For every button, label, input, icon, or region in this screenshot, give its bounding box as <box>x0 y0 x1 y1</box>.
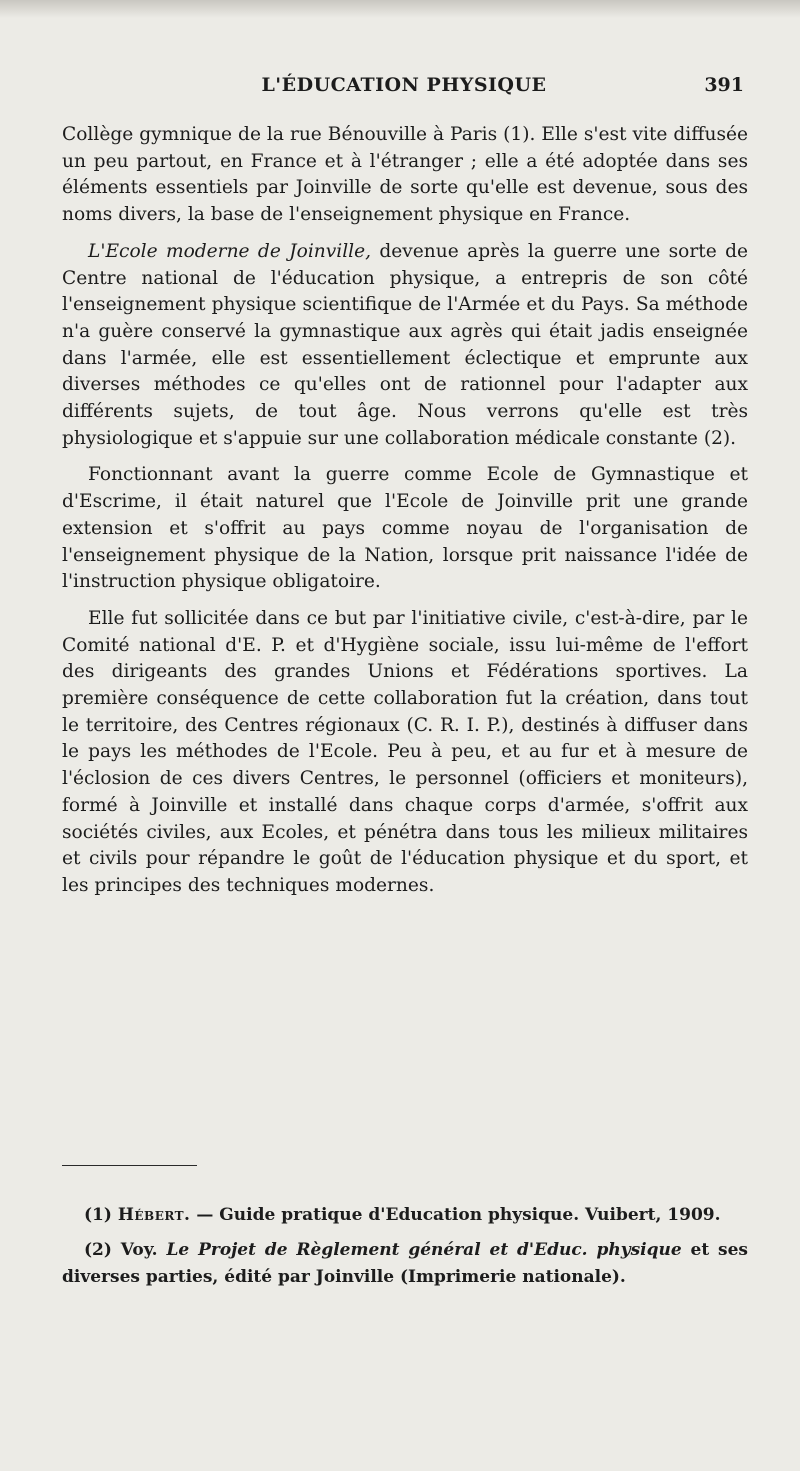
footnote-1 <box>62 1202 748 1229</box>
footnote-2 <box>62 1237 748 1291</box>
paragraph-3 <box>62 462 748 596</box>
page-title: L'ÉDUCATION PHYSIQUE <box>261 74 547 96</box>
footnotes <box>62 1202 748 1299</box>
paragraph-3-text: Fonctionnant avant la guerre comme Ecole de Gymnastique et d'Escrime, il était naturel que l'Ecole de Joinville prit une grande extension et s'offrit au pays comme noyau de l'organisation de l'enseignement physique de la Nation, lorsque prit naissance l'idée de l'instruction physique obligatoire. <box>62 464 748 593</box>
paragraph-1 <box>62 122 748 229</box>
paragraph-2 <box>62 239 748 453</box>
footnote-2-italic-title: Le Projet de Règlement général et d'Educ. physique <box>166 1240 682 1260</box>
paragraph-4 <box>62 606 748 900</box>
running-header <box>62 74 746 104</box>
page-number: 391 <box>704 74 744 96</box>
footnote-1-marker: (1) <box>84 1205 112 1225</box>
scan-top-edge <box>0 0 800 18</box>
footnote-2-prefix: Voy. <box>111 1240 167 1260</box>
footnote-2-marker: (2) <box>84 1240 112 1260</box>
paragraph-2-lead-italic: L'Ecole moderne de Joinville, <box>88 240 372 262</box>
footnote-1-text: — Guide pratique d'Education physique. Vuibert, 1909. <box>190 1205 721 1225</box>
footnote-1-author: Hébert. <box>117 1205 191 1225</box>
paragraph-1-text: Collège gymnique de la rue Bénouville à Paris (1). Elle s'est vite diffusée un peu partout, en France et à l'étranger ; elle a été adoptée dans ses éléments essentiels par Joinville de sorte qu'elle est devenue, sous des noms divers, la base de l'enseignement physique en France. <box>62 124 748 226</box>
paragraph-2-text: devenue après la guerre une sorte de Centre national de l'éducation physique, a entrepris de son côté l'enseignement physique scientifique de l'Armée et du Pays. Sa méthode n'a guère conservé la gymnastique aux agrès qui était jadis enseignée dans l'armée, elle est essentiellement éclectique et emprunte aux diverses méthodes ce qu'elles ont de rationnel pour l'adapter aux différents sujets, de tout âge. Nous verrons qu'elle est très physiologique et s'appuie sur une collaboration médicale constante (2). <box>62 240 748 449</box>
paragraph-4-text: Elle fut sollicitée dans ce but par l'initiative civile, c'est-à-dire, par le Comité national d'E. P. et d'Hygiène sociale, issu lui-même de l'effort des dirigeants des grandes Unions et Fédérations sportives. La première conséquence de cette collaboration fut la création, dans tout le territoire, des Centres régionaux (C. R. I. P.), destinés à diffuser dans le pays les méthodes de l'Ecole. Peu à peu, et au fur et à mesure de l'éclosion de ces divers Centres, le personnel (officiers et moniteurs), formé à Joinville et installé dans chaque corps d'armée, s'offrit aux sociétés civiles, aux Ecoles, et pénétra dans tous les milieux militaires et civils pour répandre le goût de l'éducation physique et du sport, et les principes des techniques modernes. <box>62 607 748 896</box>
body-text <box>62 122 748 910</box>
footnote-divider <box>62 1165 197 1166</box>
footnote-2-text: et ses diverses parties, édité par Joinville (Imprimerie nationale). <box>62 1240 749 1287</box>
